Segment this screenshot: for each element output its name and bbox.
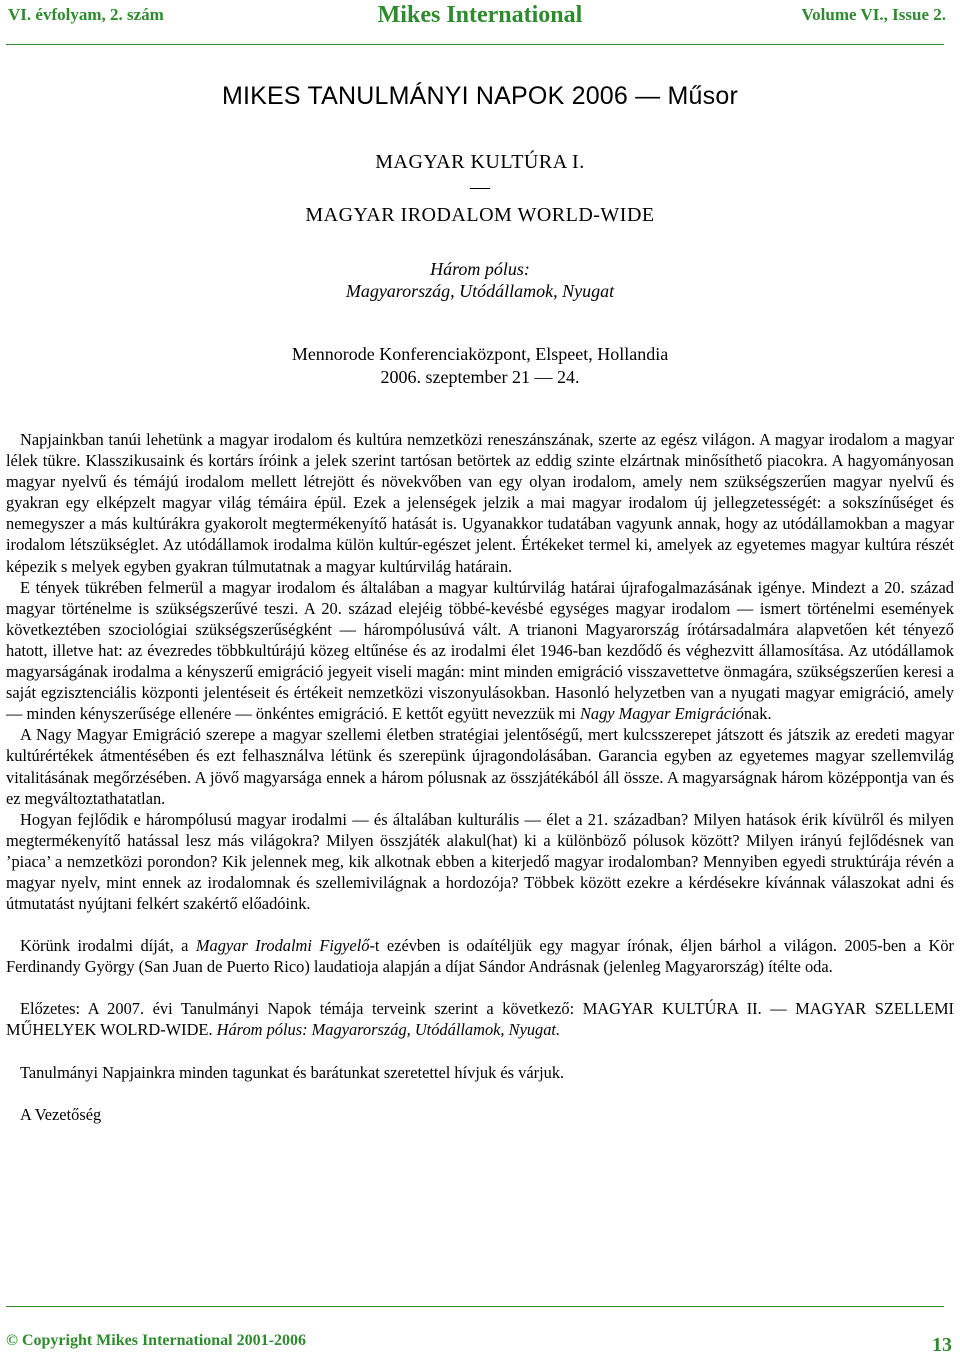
spacer (6, 1041, 954, 1062)
footer-rule (6, 1306, 944, 1307)
paragraph (6, 998, 954, 1040)
paragraph-emphasis: Három pólus: Magyarország, Utódállamok, Nyugat. (216, 1020, 561, 1040)
event-date: 2006. szeptember 21 — 24. (380, 367, 580, 387)
paragraph (6, 935, 954, 977)
paragraph-text: nak. (743, 704, 772, 724)
topic-title: MAGYAR KULTÚRA I. (375, 151, 585, 173)
body-text (6, 429, 954, 1125)
venue: Mennorode Konferenciaközpont, Elspeet, Hollandia (291, 344, 669, 364)
paragraph-text: -t ezévben is odaítéljük egy magyar írónak, éljen bárhol a világon. 2005-ben a Kör Ferdinandy György (San Juan de Puerto Rico) laudatioja alapján a díjat Sándor Andrásnak (jelenleg Magyarország) ítélte oda. (6, 936, 954, 977)
page-number: 13 (932, 1334, 952, 1356)
paragraph-emphasis: Magyar Irodalmi Figyelő (195, 936, 370, 956)
topic-subtitle: MAGYAR IRODALOM WORLD-WIDE (305, 204, 655, 226)
signature: A Vezetőség (20, 1104, 102, 1124)
paragraph (6, 577, 954, 725)
header-rule (6, 44, 944, 45)
header-publication-title: Mikes International (377, 2, 583, 28)
title-dash: — (470, 176, 490, 198)
spacer (6, 977, 954, 998)
paragraph: A Nagy Magyar Emigráció szerepe a magyar szellemi életben stratégiai jelentőségű, mert kulcsszerepet játszott és játszik az eredeti magyar kultúrértékek átmentésében és ezt felhasználva létünk és szerepünk újragondolásában. Garancia egyben az egyetemes magyar szellemvilág vitalitásának megőrzésében. A jövő magyarsága ennek a három pólusnak az összjátékából áll össze. A magyarságnak három középpontja van és ez megváltoztathatatlan. (6, 725, 954, 808)
paragraph: Napjainkban tanúi lehetünk a magyar irodalom és kultúra nemzetközi reneszánszának, szerte az egész világon. A magyar irodalom a magyar lélek tükre. Klasszikusaink és kortárs íróink a jelek szerint tartósan betörtek az eddig szinte elzártnak minősíthető piacokra. A hagyományosan magyar nyelvű és témájú irodalom mellett létrejött és növekvőben van egy olyan irodalom, amely nem szükségszerűen magyar nyelvű és gyakran egy elképzelt magyar világ témáira épül. Ezek a jelenségek jelzik a mai magyar irodalom új jellegzetességét: a sokszínűséget és nemegyszer a más kultúrákra gyakorolt megtermékenyítő hatását is. Ugyanakkor tudatában vagyunk annak, hogy az utódállamokban a magyar irodalom létszükséglet. Az utódállamok irodalma külön kultúr-egészet jelent. Értékeket termel ki, amelyek az egyetemes magyar kultúra részét képezik s melyek egyben gyakran túlmutatnak a magyar kultúrvilág határain. (6, 430, 954, 576)
header-issue-en: Volume VI., Issue 2. (801, 5, 946, 24)
paragraph: Tanulmányi Napjainkra minden tagunkat és barátunkat szeretettel hívjuk és várjuk. (20, 1062, 565, 1082)
header-issue-hu: VI. évfolyam, 2. szám (8, 5, 164, 24)
page-header (0, 0, 960, 44)
paragraph-text: Előzetes: A 2007. évi Tanulmányi Napok témája terveink szerint a következő: MAGYAR KULTÚRA II. — MAGYAR SZELLEMI MŰHELYEK WOLRD-WIDE. (6, 999, 954, 1040)
program-title: MIKES TANULMÁNYI NAPOK 2006 — Műsor (222, 82, 738, 110)
poles-list: Magyarország, Utódállamok, Nyugat (345, 281, 615, 301)
page-footer (0, 1300, 960, 1356)
paragraph-text: Körünk irodalmi díját, a (20, 936, 196, 956)
spacer (6, 1083, 954, 1104)
copyright-notice: © Copyright Mikes International 2001-2006 (6, 1332, 306, 1349)
paragraph-text: E tények tükrében felmerül a magyar irodalom és általában a magyar kultúrvilág határai újrafogalmazásának igénye. Mindezt a 20. század magyar történelme is szükségszerűvé teszi. A 20. század elejéig többé-kevésbé egységes magyar irodalom — ismert történelmi események következtében szociológiai szükségszerűségként — hárompólusúvá vált. A trianoni Magyarország írótársadalmára alapvetően két tényező hatott, illetve hat: az évezredes többkultúrájú közeg eltűnése és az irodalmi élet 1946-ban kezdődő és véghezvitt államosítása. Az utódállamok magyarságának irodalma a kényszerű emigráció jegyeit viseli magán: mint minden emigráció visszavettetve önmagára, szükségszerűen keresi a saját egzisztenciális központi jelentéseit és értékeit nemzetközi viszonyulásokban. Hasonló helyzetben van a nyugati magyar emigráció, amely — minden kényszerűsége ellenére — önkéntes emigráció. E kettőt együtt nevezzük mi (6, 577, 954, 724)
paragraph: Hogyan fejlődik e hárompólusú magyar irodalmi — és általában kulturális — élet a 21. században? Milyen hatások érik kívülről és milyen megtermékenyítő hatással lesz más világokra? Milyen összjáték alakul(hat) ki a különböző pólusok között? Milyen irányú fejlődésnek van ’piaca’ a nemzetközi porondon? Kik jelennek meg, kik alkotnak ebben a kiterjedő magyar irodalomban? Mennyiben egyedi struktúrája révén a magyar nyelv, mint ennek az irodalomnak és szellemivilágnak a hordozója? Többek között ezekre a kérdésekre kívánnak válaszokat adni és útmutatást nyújtani felkért szakértő előadóink. (6, 809, 954, 914)
paragraph-emphasis: Nagy Magyar Emigráció (579, 704, 744, 724)
poles-label: Három pólus: (430, 259, 530, 279)
spacer (6, 914, 954, 935)
